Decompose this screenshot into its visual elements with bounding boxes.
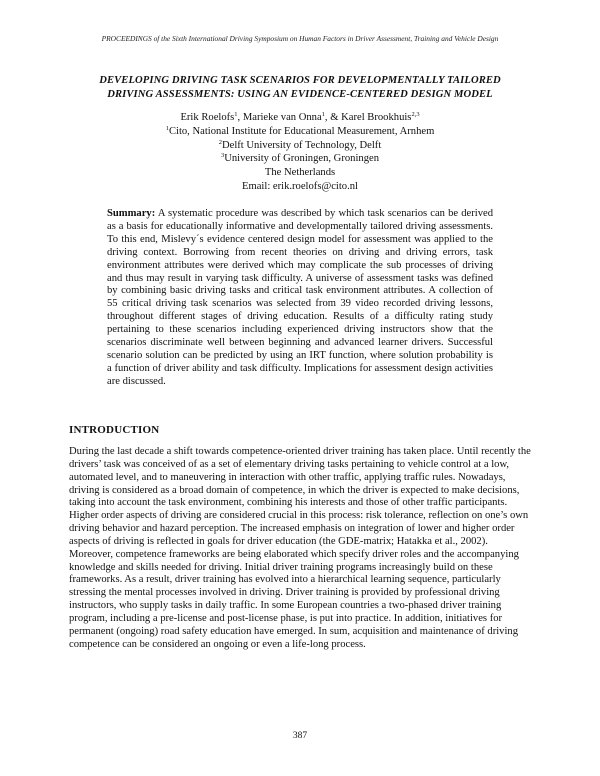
- introduction-paragraph: During the last decade a shift towards competence-oriented driver training has taken place. Until recently the drivers’ task was conceived of as a set of elementary driving tasks pertaining to vehicle control at a low, automated level, and to maneuvering in interaction with other traffic, applying traffic rules. Nowadays, driving is considered as a broad domain of competence, in which the driver is expected to make decisions, taking into account the task environment, combining his interests and those of other traffic participants. Higher order aspects of driving are considered crucial in this process: risk tolerance, reflection on one’s own driving behavior and hazard perception. The increased emphasis on integration of lower and higher order aspects of driving is reflected in goals for driver education (the GDE-matrix; Hatakka et al., 2002). Moreover, competence frameworks are being elaborated which specify driver roles and the accompanying knowledge and skills needed for driving. Initial driver training programs increasingly build on these frameworks. As a result, driver training has evolved into a hierarchical learning sequence, particularly stressing the mental processes involved in driving. Driver training is provided by professional driving instructors, who supply tasks in daily traffic. In some European countries a two-phased driver training program, including a pre-license and post-license phase, is put into practice. In addition, initiatives for permanent (ongoing) road safety education have emerged. In sum, acquisition and maintenance of driving competence can be considered an ongoing or even a life-long process.: [69, 446, 531, 650]
- section-heading-introduction: INTRODUCTION: [69, 424, 160, 436]
- summary-abstract: [107, 208, 493, 389]
- author-3-affiliation: 2,3: [411, 111, 420, 118]
- contact-email: Email: erik.roelofs@cito.nl: [242, 180, 358, 192]
- affiliation-3-marker: 3: [220, 152, 225, 160]
- paper-title: [40, 74, 560, 102]
- affiliation-2-marker: 2: [218, 138, 222, 146]
- title-line-1: DEVELOPING DRIVING TASK SCENARIOS FOR DEVELOPMENTALLY TAILORED: [99, 75, 501, 86]
- country: The Netherlands: [264, 167, 336, 179]
- affiliation-2: [60, 139, 540, 153]
- summary-text: A systematic procedure was described by which task scenarios can be derived as a basis for educationally informative and developmentally tailored driving assessments. To this end, Mislevy´s evidence centered design model for assessment was applied to the driving context. Borrowing from recent theories on driving and driving errors, task environment attributes were derived which may complicate the sub processes of driving and thus may result in varying task difficulty. A universe of assessment tasks was defined by combining basic driving tasks and critical task environment attributes. A collection of 55 critical driving task scenarios was selected from 39 video recorded driving lessons, throughout different stages of driving education. Results of a difficulty rating study pertaining to these scenarios including experienced driving instructors show that the scenarios discriminate well between beginning and advanced learner drivers. Successful scenario solution can be predicted by using an IRT function, where solution probability is a function of driver ability and task difficulty. Implications for assessment design activities are discussed.: [107, 208, 493, 387]
- affiliation-1-marker: 1: [165, 124, 169, 132]
- affiliation-3-text: University of Groningen, Groningen: [224, 153, 379, 165]
- author-1-affiliation: 1: [234, 111, 238, 118]
- author-2: , Marieke van Onna: [237, 112, 322, 123]
- title-line-2: DRIVING ASSESSMENTS: USING AN EVIDENCE-CENTERED DESIGN MODEL: [107, 89, 493, 100]
- affiliation-2-text: Delft University of Technology, Delft: [221, 139, 382, 151]
- affiliation-1-text: Cito, National Institute for Educational Measurement, Arnhem: [168, 125, 435, 137]
- author-2-affiliation: 1: [321, 111, 325, 118]
- page-number: 387: [292, 731, 308, 741]
- author-names: [60, 111, 540, 125]
- running-header: PROCEEDINGS of the Sixth International Driving Symposium on Human Factors in Driver Assessment, Training and Vehicle Design: [101, 34, 499, 43]
- author-block: [60, 111, 540, 194]
- author-1: Erik Roelofs: [180, 112, 235, 123]
- affiliation-1: [60, 125, 540, 139]
- affiliation-3: [60, 152, 540, 166]
- author-3: , & Karel Brookhuis: [324, 112, 412, 123]
- summary-label: Summary:: [107, 208, 156, 219]
